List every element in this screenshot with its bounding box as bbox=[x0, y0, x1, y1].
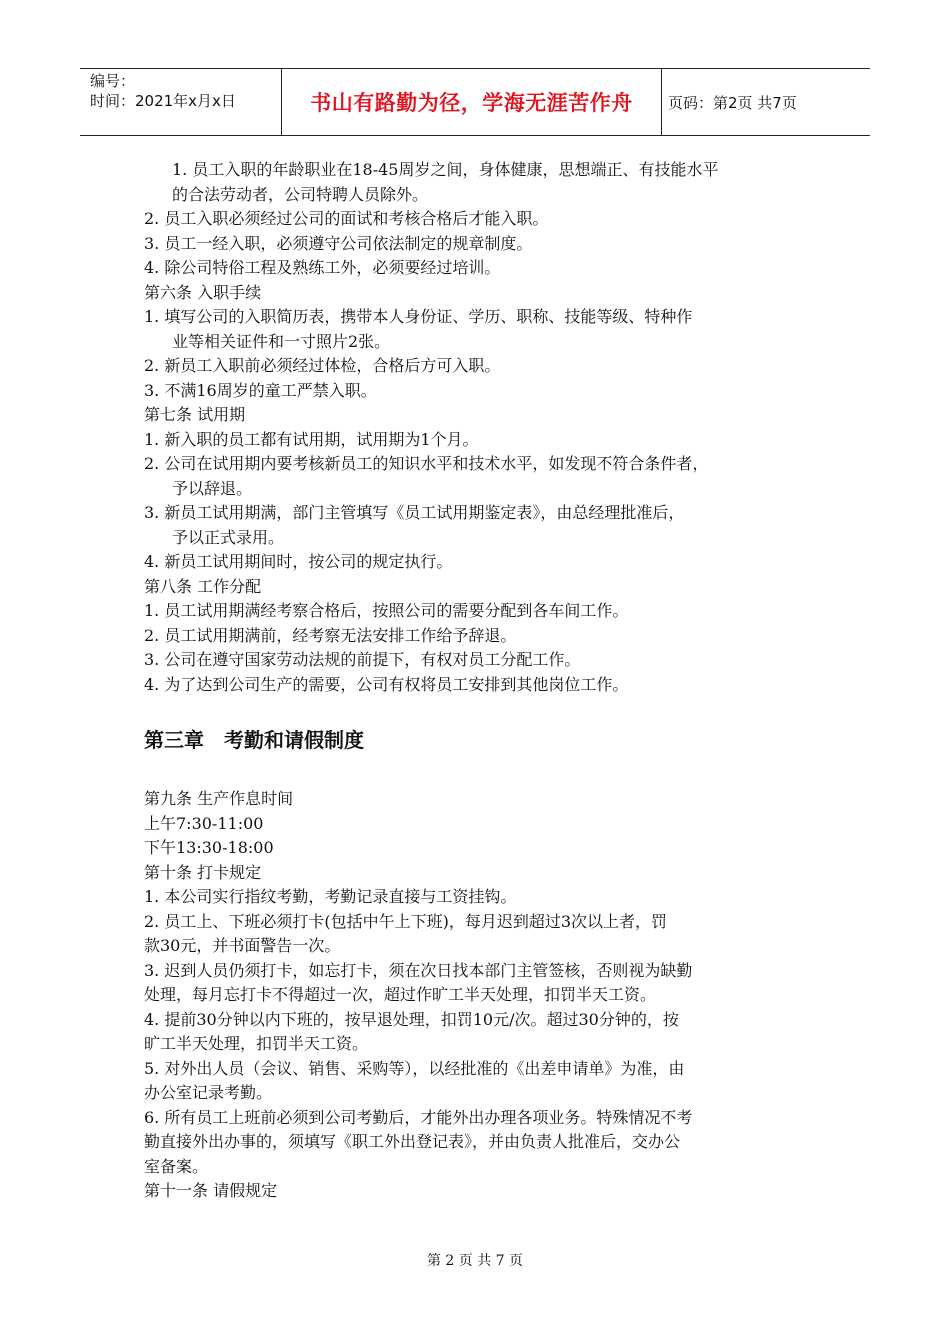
text-line: 款30元，并书面警告一次。 bbox=[144, 936, 341, 955]
text-line: 3. 迟到人员仍须打卡，如忘打卡，须在次日找本部门主管签核，否则视为缺勤 bbox=[144, 960, 693, 980]
text-line: 3. 公司在遵守国家劳动法规的前提下，有权对员工分配工作。 bbox=[144, 650, 581, 669]
text-line: 2. 员工上、下班必须打卡(包括中午上下班)，每月迟到超过3次以上者，罚 bbox=[144, 911, 668, 931]
text-line: 室备案。 bbox=[144, 1156, 209, 1176]
text-line: 2. 员工试用期满前，经考察无法安排工作给予辞退。 bbox=[144, 625, 517, 645]
text-line: 的合法劳动者，公司特聘人员除外。 bbox=[172, 184, 429, 204]
text-line: 3. 新员工试用期满，部门主管填写《员工试用期鉴定表》，由总经理批准后， bbox=[144, 503, 685, 522]
text-line: 6. 所有员工上班前必须到公司考勤后，才能外出办理各项业务。特殊情况不考 bbox=[144, 1107, 693, 1127]
text-line: 4. 提前30分钟以内下班的，按早退处理，扣罚10元/次。超过30分钟的，按 bbox=[144, 1009, 679, 1029]
document-body bbox=[144, 158, 816, 1204]
text-line: 处理，每月忘打卡不得超过一次，超过作旷工半天处理，扣罚半天工资。 bbox=[144, 985, 657, 1004]
text-line: 4. 新员工试用期间时，按公司的规定执行。 bbox=[144, 552, 453, 571]
page-footer: 第 2 页 共 7 页 bbox=[426, 1253, 524, 1269]
article-heading: 第十一条 请假规定 bbox=[144, 1181, 278, 1200]
document-date: 时间：2021年x月x日 bbox=[90, 92, 236, 110]
text-line: 上午7:30-11:00 bbox=[144, 813, 264, 833]
text-line: 1. 员工试用期满经考察合格后，按照公司的需要分配到各车间工作。 bbox=[144, 601, 629, 620]
text-line: 3. 员工一经入职，必须遵守公司依法制定的规章制度。 bbox=[144, 233, 533, 253]
text-line: 业等相关证件和一寸照片2张。 bbox=[172, 331, 391, 351]
text-line: 4. 为了达到公司生产的需要，公司有权将员工安排到其他岗位工作。 bbox=[144, 674, 629, 694]
header-meta bbox=[80, 69, 282, 135]
document-number-label: 编号： bbox=[90, 72, 136, 90]
header-motto: 书山有路勤为径，学海无涯苦作舟 bbox=[282, 69, 662, 135]
text-line: 2. 公司在试用期内要考核新员工的知识水平和技术水平，如发现不符合条件者， bbox=[144, 454, 709, 473]
article-heading: 第七条 试用期 bbox=[144, 405, 246, 424]
article-heading: 第八条 工作分配 bbox=[144, 576, 262, 596]
chapter-title: 第三章 考勤和请假制度 bbox=[144, 728, 364, 752]
text-line: 勤直接外出办事的，须填写《职工外出登记表》，并由负责人批准后，交办公 bbox=[144, 1132, 681, 1151]
text-line: 予以正式录用。 bbox=[172, 527, 285, 547]
article-heading: 第十条 打卡规定 bbox=[144, 862, 262, 882]
text-line: 1. 本公司实行指纹考勤，考勤记录直接与工资挂钩。 bbox=[144, 887, 517, 906]
text-line: 4. 除公司特俗工程及熟练工外，必须要经过培训。 bbox=[144, 258, 501, 277]
page-header bbox=[80, 68, 870, 136]
article-heading: 第九条 生产作息时间 bbox=[144, 789, 294, 808]
text-line: 2. 新员工入职前必须经过体检，合格后方可入职。 bbox=[144, 356, 501, 375]
text-line: 1. 填写公司的入职简历表，携带本人身份证、学历、职称、技能等级、特种作 bbox=[144, 307, 693, 326]
text-line: 5. 对外出人员（会议、销售、采购等），以经批准的《出差申请单》为准，由 bbox=[144, 1058, 685, 1078]
header-page-number: 页码：第2页 共7页 bbox=[668, 93, 797, 112]
article-heading: 第六条 入职手续 bbox=[144, 282, 262, 302]
text-line: 2. 员工入职必须经过公司的面试和考核合格后才能入职。 bbox=[144, 209, 549, 228]
text-line: 1. 新入职的员工都有试用期，试用期为1个月。 bbox=[144, 429, 479, 449]
text-line: 1. 员工入职的年龄职业在18-45周岁之间，身体健康，思想端正、有技能水平 bbox=[172, 160, 719, 179]
text-line: 予以辞退。 bbox=[172, 478, 253, 498]
text-line: 3. 不满16周岁的童工严禁入职。 bbox=[144, 380, 377, 400]
text-line: 下午13:30-18:00 bbox=[144, 838, 274, 857]
text-line: 办公室记录考勤。 bbox=[144, 1083, 273, 1102]
text-line: 旷工半天处理，扣罚半天工资。 bbox=[144, 1034, 369, 1053]
